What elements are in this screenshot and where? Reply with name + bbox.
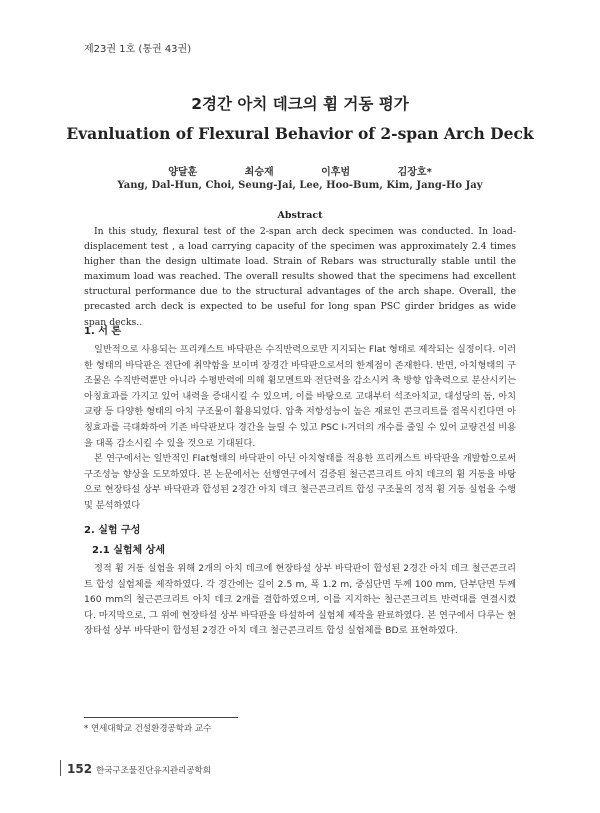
section-2-body bbox=[84, 561, 516, 639]
title-english: Evanluation of Flexural Behavior of 2-span Arch Deck bbox=[66, 124, 534, 143]
page-number: 152 bbox=[67, 762, 93, 776]
section-2-heading: 2. 실험 구성 bbox=[84, 525, 141, 536]
section-2-paragraph-1: 정적 휨 거동 실험을 위해 2개의 아치 데크에 현장타설 상부 바닥판이 합성된 2경간 아치 데크 철근콘크리트 합성 실험체를 제작하였다. 각 경간에는 길이 2.5 m, 폭 1.2 m, 중심단면 두께 100 mm, 단부단면 두께 160 mm의 철근콘크리트 아치 데크 2개를 결합하였으며, 이를 지지하는 철근콘크리트 반력대를 연결시켰다. 마지막으로, 그 위에 현장타설 상부 바닥판을 타설하여 실험체 제작을 완료하였다. 본 연구에서 다루는 현장타설 상부 바닥판이 합성된 2경간 아치 데크 철근콘크리트 합성 실험체를 BD로 표현하였다. bbox=[84, 563, 516, 637]
section-1-body bbox=[84, 342, 516, 514]
footer-divider bbox=[60, 760, 61, 776]
abstract-body bbox=[84, 224, 516, 330]
section-1-heading: 1. 서 론 bbox=[84, 326, 122, 337]
section-2-1-heading: 2.1 실험체 상세 bbox=[92, 545, 165, 556]
footnote: * 연세대학교 건설환경공학과 교수 bbox=[84, 724, 212, 734]
section-1-paragraph-2: 본 연구에서는 일반적인 Flat형태의 바닥판이 아닌 아치형태를 적용한 프리캐스트 바닥판을 개발함으로써 구조성능 향상을 도모하였다. 본 논문에서는 선행연구에서 검증된 철근콘크리트 아치 데크의 휨 거동을 바탕으로 현장타설 상부 바닥판과 합성된 2경간 아치 데크 철근콘크리트 합성 구조물의 정적 휨 거동 실험을 수행 및 분석하였다 bbox=[84, 453, 516, 511]
running-head: 제23권 1호 (통권 43권) bbox=[84, 44, 192, 55]
authors-english: Yang, Dal-Hun, Choi, Seung-Jai, Lee, Hoo-Bum, Kim, Jang-Ho Jay bbox=[117, 180, 483, 191]
footnote-divider bbox=[84, 717, 238, 718]
title-korean: 2경간 아치 데크의 휨 거동 평가 bbox=[191, 95, 409, 113]
journal-name: 한국구조물진단유지관리공학회 bbox=[96, 766, 211, 776]
abstract-text: In this study, flexural test of the 2-span arch deck specimen was conducted. In load-displacement test , a load carrying capacity of the specimen was approximately 2.4 times higher than the design ultimate load. Strain of Rebars was structurally stable until the maximum load was reached. The overall results showed that the specimens had excellent structural performance due to the structural advantages of the arch shape. Overall, the precasted arch deck is expected to be useful for long span PSC girder bridges as wide span decks.. bbox=[84, 226, 516, 328]
abstract-heading: Abstract bbox=[277, 210, 323, 221]
section-1-paragraph-1: 일반적으로 사용되는 프리캐스트 바닥판은 수직반력으로만 지지되는 Flat 형태로 제작되는 실정이다. 이러한 형태의 바닥판은 전단에 취약함을 보이며 장경간 바닥판으로서의 한계점이 존재한다. 반면, 아치형태의 구조물은 수직반력뿐만 아니라 수평반력에 의해 휨모멘트와 전단력을 감소시켜 축 방향 압축력으로 분산시키는 아칭효과를 가지고 있어 내력을 증대시킬 수 있으며, 이를 바탕으로 고대부터 석조아치교, 대성당의 돔, 아치교량 등 다양한 형태의 아치 구조물이 활용되었다. 압축 저항성능이 높은 재료인 콘크리트를 접목시킨다면 아칭효과를 극대화하여 기존 바닥판보다 경간을 늘릴 수 있고 PSC I-거더의 개수를 줄일 수 있어 교량건설 비용을 대폭 감소시킬 수 있을 것으로 기대된다. bbox=[84, 344, 516, 449]
authors-korean: 양달훈 최승재 이후범 김장호* bbox=[168, 167, 432, 178]
